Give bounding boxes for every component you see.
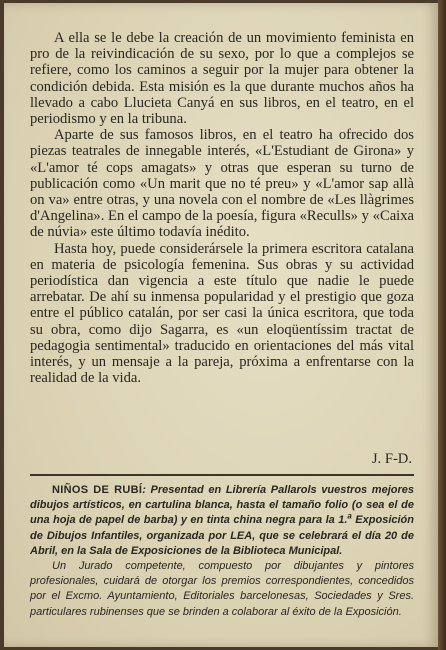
book-spine <box>438 0 446 650</box>
article-body <box>30 30 414 386</box>
notice-lead: NIÑOS DE RUBÍ <box>52 484 143 496</box>
drawing-contest-notice <box>30 483 414 620</box>
author-signature: J. F-D. <box>371 451 412 467</box>
notice-text-a: : Presentad en Librería Pallarols vuestros mejores dibujos artísticos, en cartulina blanca, hasta el tamaño folio (o sea el de una hoja de papel de barba) y en tinta china negra para la 1. <box>30 484 414 527</box>
article-paragraph-3: Hasta hoy, puede considerársele la primera escritora catalana en materia de psicología femenina. Sus obras y su actividad periodística dan vigencia a este título que nadie le puede arrebatar. De ahí su inmensa popularidad y el prestigio que goza entre el público catalán, por ser casi la única escritora, que toda su obra, como dijo Sagarra, es «un eloqüentíssim tractat de pedagogia sentimental» traducido en orientaciones del más vital interés, y un mensaje a la pareja, próxima a enfrentarse con la realidad de la vida. <box>30 240 414 387</box>
section-divider <box>30 474 414 476</box>
notice-paragraph-1 <box>30 483 414 559</box>
notice-text-b: Exposición de Dibujos Infantiles, organizada por LEA, que se celebrará el día 20 de Abril, en la Sala de Exposiciones de la Biblioteca Municipal. <box>30 514 414 557</box>
article-paragraph-1: A ella se le debe la creación de un movimiento feminista en pro de la reivindicación de su sexo, por lo que a complejos se refiere, como los caminos a seguir por la mujer para obtener la condición debida. Esta misión es la que durante muchos años ha llevado a cabo Llucieta Canyá en sus libros, en el teatro, en el periodismo y en la tribuna. <box>30 30 414 128</box>
notice-paragraph-2: Un Jurado competente, compuesto por dibujantes y pintores profesionales, cuidará de otorgar los premios correspondientes, concedidos por el Excmo. Ayuntamiento, Editoriales barcelonesas, Sociedades y Sres. particulares rubinenses que se brinden a colaborar al éxito de la Exposición. <box>30 560 414 618</box>
article-paragraph-2: Aparte de sus famosos libros, en el teatro ha ofrecido dos piezas teatrales de innegable interés, «L'Estudiant de Girona» y «L'amor té cops amagats» y otras que esperan su turno de publicación como «Un marit que no té preu» y «L'amor sap allà on va» entre otras, y una novela con el nombre de «Les llàgrimes d'Angelina». En el campo de la poesía, figura «Reculls» y «Caixa de núvia» este último todavía inédito. <box>30 127 414 241</box>
notice-ordinal: a <box>347 511 352 521</box>
